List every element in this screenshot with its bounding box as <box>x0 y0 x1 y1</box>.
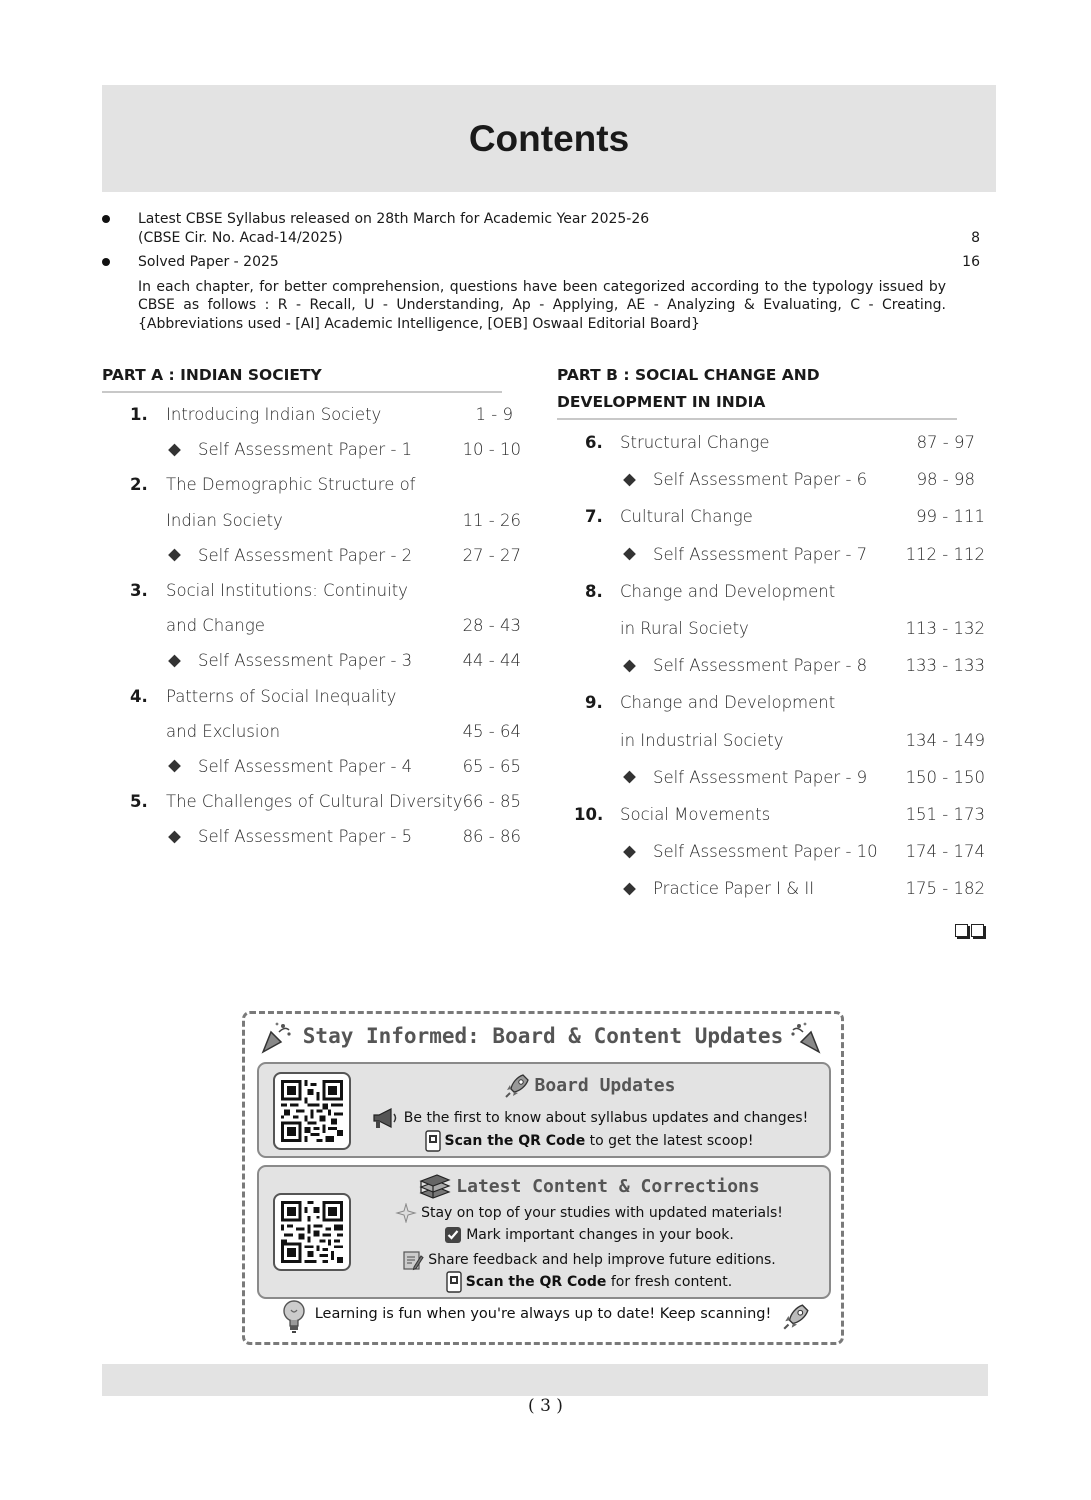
board-updates-line <box>359 1106 819 1130</box>
intro-item-line: Latest CBSE Syllabus released on 28th March for Academic Year 2025-26 <box>138 211 650 227</box>
diamond-bullet-icon <box>168 830 181 843</box>
content-corrections-panel <box>257 1165 831 1299</box>
updates-box-title: Stay Informed: Board & Content Updates <box>302 1024 784 1048</box>
toc-line[interactable] <box>557 722 989 759</box>
chapter-title: Structural Change <box>620 433 770 452</box>
toc-line[interactable] <box>557 498 989 535</box>
updates-footer-text: Learning is fun when you're always up to date! Keep scanning! <box>314 1306 772 1322</box>
intro-item-solved-paper <box>102 253 982 272</box>
part-a-column <box>102 362 527 854</box>
diamond-bullet-icon <box>168 549 181 562</box>
chapter-title-continued: and Exclusion <box>166 721 281 741</box>
chapter-title-continued: in Rural Society <box>620 618 749 638</box>
diamond-bullet-icon <box>623 659 636 672</box>
chapter-number: 7. <box>585 507 603 527</box>
intro-item-line: (CBSE Cir. No. Acad-14/2025) <box>138 229 343 246</box>
toc-line[interactable] <box>557 759 989 796</box>
intro-item-page: 8 <box>971 229 980 246</box>
chapter-number: 1. <box>130 405 148 424</box>
board-updates-qr-code[interactable] <box>273 1072 351 1150</box>
content-line <box>359 1226 819 1244</box>
part-b-entries <box>557 424 989 907</box>
page-range: 11 - 26 <box>462 510 521 530</box>
self-assessment-title: Self Assessment Paper - 7 <box>653 544 868 564</box>
self-assessment-title: Self Assessment Paper - 4 <box>198 756 413 776</box>
diamond-bullet-icon <box>168 760 181 773</box>
content-corrections-heading-text: Latest Content & Corrections <box>456 1176 760 1197</box>
intro-item-line: Solved Paper - 2025 <box>138 254 279 270</box>
diamond-bullet-icon <box>623 882 636 895</box>
diamond-bullet-icon <box>623 845 636 858</box>
toc-line[interactable] <box>102 819 527 854</box>
toc-line[interactable] <box>557 870 989 907</box>
chapter-number: 2. <box>130 475 148 495</box>
megaphone-icon <box>370 1106 400 1130</box>
toc-line[interactable] <box>557 610 989 647</box>
rocket-icon <box>503 1072 531 1100</box>
chapter-title: The Demographic Structure of <box>166 475 416 495</box>
chapter-title: Patterns of Social Inequality <box>166 686 397 706</box>
page-range: 99 - 111 <box>916 507 985 527</box>
board-updates-heading-text: Board Updates <box>534 1075 676 1096</box>
toc-line[interactable] <box>557 684 989 721</box>
page-range: 133 - 133 <box>905 656 985 676</box>
toc-line[interactable] <box>102 397 527 432</box>
intro-item-syllabus <box>102 210 982 247</box>
diamond-bullet-icon <box>623 771 636 784</box>
toc-line[interactable] <box>102 749 527 784</box>
scan-qr-bold: Scan the QR Code <box>444 1133 586 1149</box>
content-updates-qr-code[interactable] <box>273 1193 351 1271</box>
chapter-number: 9. <box>585 693 603 713</box>
board-updates-scan-line <box>359 1130 819 1152</box>
bullet-icon <box>102 258 110 266</box>
toc-line[interactable] <box>102 432 527 467</box>
bullet-icon <box>102 215 110 223</box>
page-range: 87 - 97 <box>916 433 975 452</box>
part-b-heading-line: PART B : SOCIAL CHANGE AND <box>557 366 820 384</box>
toc-line[interactable] <box>102 784 527 819</box>
self-assessment-title: Self Assessment Paper - 2 <box>198 545 413 565</box>
intro-item-page: 16 <box>962 254 980 270</box>
toc-line[interactable] <box>557 536 989 573</box>
scan-qr-rest: to get the latest scoop! <box>585 1133 754 1149</box>
page-range: 44 - 44 <box>462 651 521 671</box>
toc-line[interactable] <box>557 647 989 684</box>
updates-box <box>242 1011 844 1345</box>
page-range: 28 - 43 <box>462 616 521 636</box>
checkbox-checked-icon <box>444 1226 462 1244</box>
chapter-title: Social Institutions: Continuity <box>166 580 408 600</box>
page-range: 112 - 112 <box>905 544 985 564</box>
feedback-note-icon <box>402 1249 424 1271</box>
self-assessment-title: Self Assessment Paper - 1 <box>198 440 413 460</box>
qr-code-icon <box>281 1080 343 1142</box>
self-assessment-title: Self Assessment Paper - 9 <box>653 767 868 787</box>
page-range: 45 - 64 <box>462 721 521 741</box>
chapter-title: The Challenges of Cultural Diversity <box>166 792 463 812</box>
board-updates-panel <box>257 1062 831 1158</box>
page-range: 174 - 174 <box>905 842 985 862</box>
content-text: Share feedback and help improve future editions. <box>428 1252 776 1268</box>
page-range: 151 - 173 <box>905 804 985 824</box>
part-b-column <box>557 362 989 907</box>
toc-line[interactable] <box>102 503 527 538</box>
end-of-contents-mark <box>955 924 984 937</box>
sparkle-icon <box>395 1203 417 1223</box>
toc-line[interactable] <box>102 538 527 573</box>
rocket-icon <box>781 1300 811 1334</box>
page-range: 98 - 98 <box>916 470 975 490</box>
toc-line[interactable] <box>557 461 989 498</box>
part-a-entries <box>102 397 527 854</box>
phone-qr-icon <box>446 1271 462 1293</box>
chapter-title: Social Movements <box>620 804 771 824</box>
footer-band <box>102 1364 988 1396</box>
books-icon <box>418 1173 452 1201</box>
party-popper-icon <box>789 1020 823 1054</box>
content-corrections-heading <box>359 1173 819 1201</box>
chapter-title-continued: in Industrial Society <box>620 730 784 750</box>
page-number: ( 3 ) <box>528 1396 563 1416</box>
self-assessment-title: Self Assessment Paper - 10 <box>653 842 878 862</box>
toc-line[interactable] <box>102 573 527 608</box>
content-scan-line <box>359 1271 819 1293</box>
content-line <box>359 1203 819 1223</box>
board-updates-heading <box>359 1072 819 1100</box>
chapter-number: 8. <box>585 581 603 601</box>
diamond-bullet-icon <box>623 473 636 486</box>
toc-line[interactable] <box>557 573 989 610</box>
self-assessment-title: Self Assessment Paper - 3 <box>198 651 413 671</box>
chapter-title: Cultural Change <box>620 507 753 527</box>
page-range: 86 - 86 <box>462 827 521 847</box>
practice-paper-title: Practice Paper I & II <box>653 879 815 899</box>
content-text: Mark important changes in your book. <box>466 1227 734 1243</box>
page-range: 27 - 27 <box>462 545 521 565</box>
toc-line[interactable] <box>102 467 527 502</box>
chapter-title: Introducing Indian Society <box>166 405 382 424</box>
page-title: Contents <box>468 117 630 159</box>
page-range: 150 - 150 <box>905 767 985 787</box>
chapter-number: 10. <box>574 804 604 824</box>
chapter-number: 6. <box>585 433 603 452</box>
part-b-heading <box>557 362 957 420</box>
intro-section <box>102 210 982 333</box>
chapter-title: Change and Development <box>620 693 836 713</box>
toc-line[interactable] <box>102 643 527 678</box>
diamond-bullet-icon <box>168 443 181 456</box>
chapter-title-continued: Indian Society <box>166 510 283 530</box>
page-range: 10 - 10 <box>462 440 521 460</box>
scan-qr-rest: for fresh content. <box>606 1274 733 1290</box>
title-band <box>102 85 996 192</box>
typology-description: In each chapter, for better comprehension, questions have been categorized according to the typology issued by CBSE as follows : R - Recall, U - Understanding, Ap - Applying, AE - Analyzing & Evaluating, C - Creating. {Abbreviations used - [AI] Academic Intelligence, [OEB] Oswaal Editorial Board} <box>138 278 946 332</box>
chapter-number: 3. <box>130 580 148 600</box>
scan-qr-bold: Scan the QR Code <box>465 1274 607 1290</box>
page-range: 1 - 9 <box>475 405 513 424</box>
chapter-number: 5. <box>130 792 148 812</box>
toc-line[interactable] <box>102 608 527 643</box>
board-updates-text: Be the first to know about syllabus updates and changes! <box>403 1110 809 1126</box>
toc-line[interactable] <box>102 679 527 714</box>
content-text: Stay on top of your studies with updated materials! <box>421 1205 783 1221</box>
page-range: 65 - 65 <box>462 756 521 776</box>
toc-line[interactable] <box>557 833 989 870</box>
part-b-heading-line: DEVELOPMENT IN INDIA <box>557 393 766 411</box>
toc-line[interactable] <box>557 424 989 461</box>
phone-qr-icon <box>425 1130 441 1152</box>
page-range: 175 - 182 <box>905 879 985 899</box>
part-a-heading: PART A : INDIAN SOCIETY <box>102 362 502 393</box>
content-line <box>359 1249 819 1271</box>
page-range: 113 - 132 <box>905 618 985 638</box>
diamond-bullet-icon <box>168 655 181 668</box>
page-range: 66 - 85 <box>462 792 521 812</box>
chapter-number: 4. <box>130 686 148 706</box>
toc-line[interactable] <box>557 796 989 833</box>
chapter-title-continued: and Change <box>166 616 265 636</box>
diamond-bullet-icon <box>623 548 636 561</box>
self-assessment-title: Self Assessment Paper - 8 <box>653 656 868 676</box>
toc-line[interactable] <box>102 714 527 749</box>
self-assessment-title: Self Assessment Paper - 6 <box>653 470 868 490</box>
page-range: 134 - 149 <box>905 730 985 750</box>
self-assessment-title: Self Assessment Paper - 5 <box>198 827 413 847</box>
chapter-title: Change and Development <box>620 581 836 601</box>
qr-code-icon <box>281 1201 343 1263</box>
